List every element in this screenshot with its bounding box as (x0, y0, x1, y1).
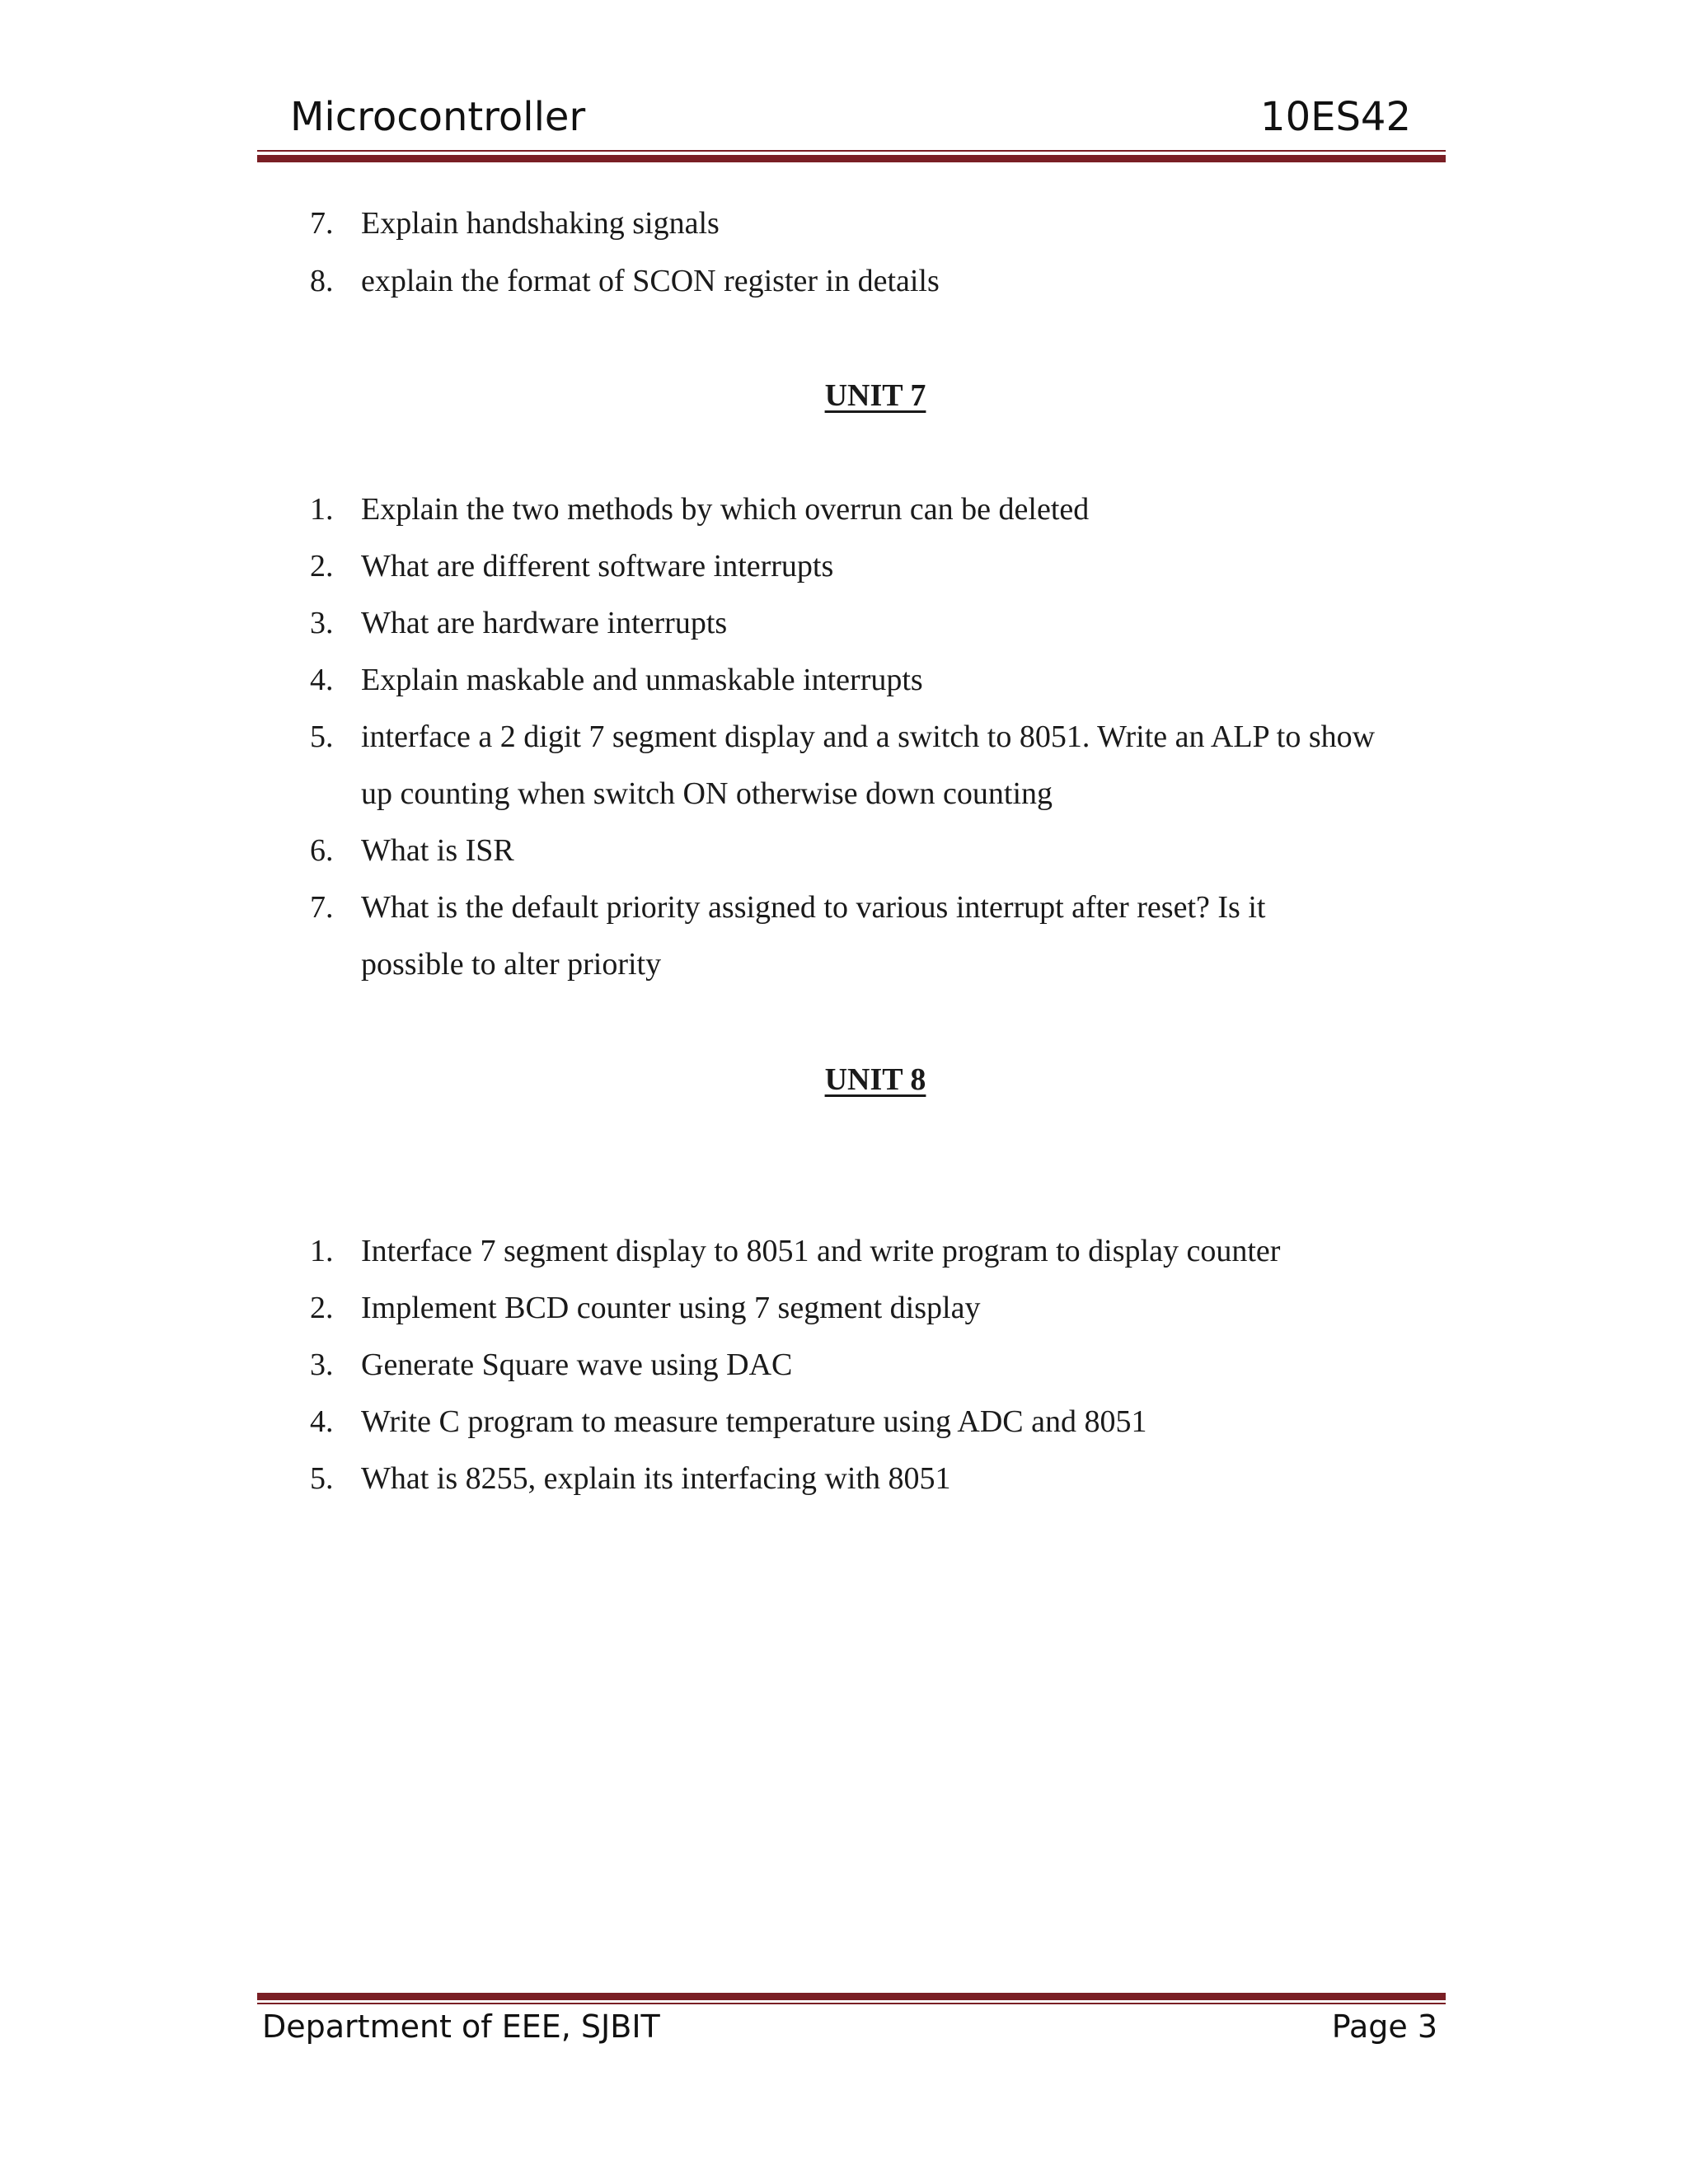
item-number: 4. (310, 1404, 334, 1439)
item-text: Interface 7 segment display to 8051 and write program to display counter (361, 1234, 1281, 1268)
item-number: 2. (310, 1291, 334, 1325)
item-number: 5. (310, 1461, 334, 1496)
item-number: 5. (310, 719, 334, 754)
item-text: Implement BCD counter using 7 segment display (361, 1291, 981, 1325)
unit-7-heading: UNIT 7 (824, 378, 926, 413)
item-number: 3. (310, 1347, 334, 1382)
item-text: What is ISR (361, 833, 514, 868)
item-text: Write C program to measure temperature using ADC and 8051 (361, 1404, 1147, 1439)
item-number: 1. (310, 492, 334, 527)
item-text: explain the format of SCON register in details (361, 264, 940, 298)
item-number: 4. (310, 663, 334, 697)
page-number: Page 3 (1331, 2008, 1437, 2045)
item-number: 6. (310, 833, 334, 868)
item-text: What is 8255, explain its interfacing with 8051 (361, 1461, 951, 1496)
item-text: What are hardware interrupts (361, 606, 728, 640)
footer-department: Department of EEE, SJBIT (262, 2008, 660, 2045)
unit-8-heading: UNIT 8 (824, 1062, 926, 1097)
item-text: What is the default priority assigned to various interrupt after reset? Is it (361, 890, 1266, 925)
item-text: up counting when switch ON otherwise down counting (361, 776, 1053, 811)
course-code: 10ES42 (1260, 94, 1411, 140)
item-text: What are different software interrupts (361, 549, 834, 583)
item-text: Explain the two methods by which overrun can be deleted (361, 492, 1090, 527)
item-number: 8. (310, 264, 334, 298)
item-number: 7. (310, 890, 334, 925)
footer-rule-thin (257, 2003, 1446, 2004)
item-number: 3. (310, 606, 334, 640)
header-rule-thin (257, 150, 1446, 152)
item-number: 2. (310, 549, 334, 583)
item-text: interface a 2 digit 7 segment display and a switch to 8051. Write an ALP to show (361, 719, 1376, 754)
header-title: Microcontroller (290, 94, 586, 140)
item-text: Explain handshaking signals (361, 206, 720, 241)
item-text: Explain maskable and unmaskable interrupts (361, 663, 923, 697)
header-rule-thick (257, 155, 1446, 162)
item-text: possible to alter priority (361, 947, 662, 982)
item-text: Generate Square wave using DAC (361, 1347, 793, 1382)
footer-rule-thick (257, 1993, 1446, 2000)
item-number: 1. (310, 1234, 334, 1268)
item-number: 7. (310, 206, 334, 241)
